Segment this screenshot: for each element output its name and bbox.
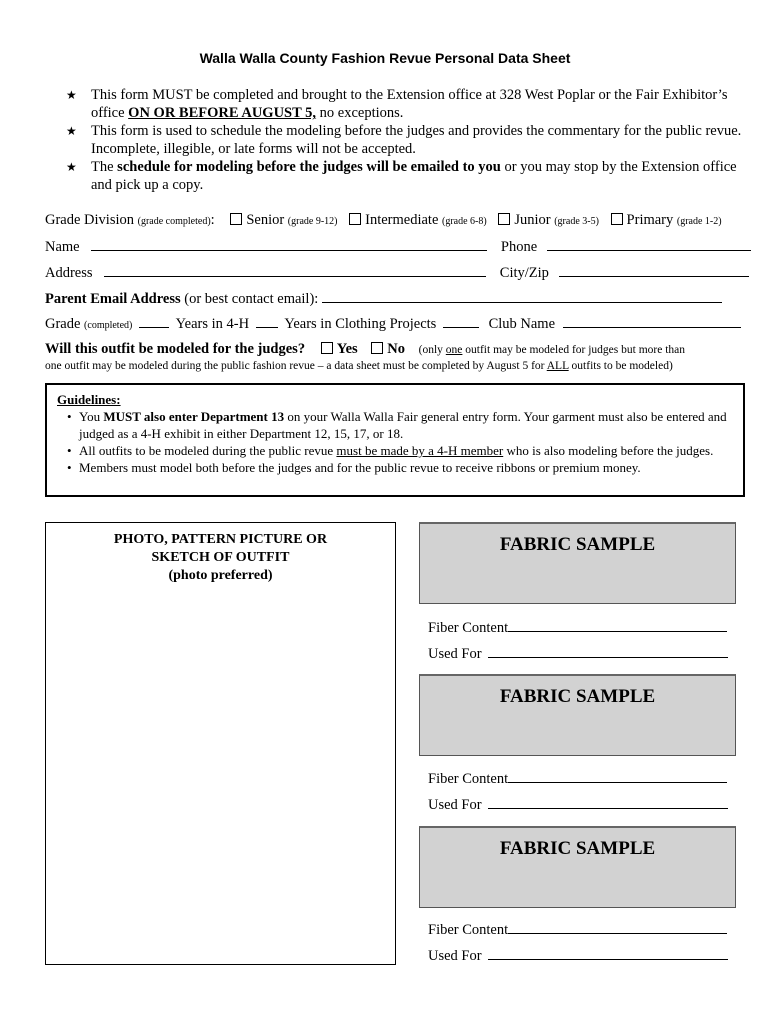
- club-name-field[interactable]: [563, 314, 741, 328]
- parent-email-field[interactable]: [322, 289, 722, 303]
- grade-row: Grade (completed) Years in 4-H Years in Clothing Projects Club Name: [45, 314, 748, 335]
- bullet-icon: •: [67, 409, 72, 424]
- guideline-item: • All outfits to be modeled during the public revue must be made by a 4-H member who is also modeling before the judges.: [67, 443, 714, 458]
- page-title: Walla Walla County Fashion Revue Personal Data Sheet: [199, 50, 571, 66]
- star-icon: ★: [66, 124, 77, 138]
- bullet-icon: •: [67, 460, 72, 475]
- primary-checkbox[interactable]: [611, 213, 623, 225]
- fabric-sample-box[interactable]: FABRIC SAMPLE: [419, 522, 736, 604]
- fiber-content-row: Fiber Content: [428, 618, 733, 637]
- modeled-yes-checkbox[interactable]: [321, 342, 333, 354]
- modeled-note: one outfit may be modeled during the public fashion revue – a data sheet must be completed by August 5 for ALL outfits to be modeled): [45, 360, 673, 372]
- phone-field[interactable]: [547, 237, 751, 251]
- years-clothing-field[interactable]: [443, 314, 479, 328]
- name-row: Name Phone: [45, 237, 748, 256]
- star-icon: ★: [66, 88, 77, 102]
- parent-email-row: Parent Email Address (or best contact email):: [45, 289, 748, 308]
- instructions-list: [66, 86, 746, 194]
- instruction-item: ★ This form MUST be completed and brought to the Extension office at 328 West Poplar or the Fair Exhibitor’s office ON OR BEFORE AUGUST 5, no exceptions.: [66, 87, 728, 121]
- senior-checkbox[interactable]: [230, 213, 242, 225]
- guidelines-box: [45, 383, 745, 497]
- used-for-field[interactable]: [488, 946, 728, 960]
- grade-division-label: Grade Division: [45, 212, 134, 228]
- fiber-content-field[interactable]: [508, 769, 727, 783]
- fiber-content-row: Fiber Content: [428, 920, 733, 939]
- fabric-sample-box[interactable]: FABRIC SAMPLE: [419, 674, 736, 756]
- used-for-field[interactable]: [488, 795, 728, 809]
- star-icon: ★: [66, 160, 77, 174]
- photo-box[interactable]: [45, 522, 396, 965]
- guideline-item: • You MUST also enter Department 13 on your Walla Walla Fair general entry form. Your garment must also be entered and judged as a 4-H exhibit in either Department 12, 15, 17, or 18.: [67, 409, 727, 441]
- fiber-content-row: Fiber Content: [428, 769, 733, 788]
- bullet-icon: •: [67, 443, 72, 458]
- guidelines-heading: Guidelines:: [57, 392, 121, 407]
- address-field[interactable]: [104, 263, 486, 277]
- used-for-row: Used For: [428, 644, 733, 663]
- fabric-sample-box[interactable]: FABRIC SAMPLE: [419, 826, 736, 908]
- fiber-content-field[interactable]: [508, 920, 727, 934]
- address-row: Address City/Zip: [45, 263, 748, 282]
- guideline-item: • Members must model both before the judges and for the public revue to receive ribbons or premium money.: [67, 460, 641, 475]
- instruction-item: ★ The schedule for modeling before the judges will be emailed to you or you may stop by the Extension office and pick up a copy.: [66, 159, 737, 193]
- years-4h-field[interactable]: [256, 314, 278, 328]
- intermediate-checkbox[interactable]: [349, 213, 361, 225]
- modeled-no-checkbox[interactable]: [371, 342, 383, 354]
- grade-division-row: Grade Division (grade completed): Senior (grade 9-12) Intermediate (grade 6-8) Junior (grade 3-5) Primary (grade 1-2): [45, 212, 722, 228]
- junior-checkbox[interactable]: [498, 213, 510, 225]
- cityzip-field[interactable]: [559, 263, 749, 277]
- modeled-row: Will this outfit be modeled for the judges? Yes No (only one outfit may be modeled for judges but more than: [45, 341, 686, 357]
- used-for-field[interactable]: [488, 644, 728, 658]
- used-for-row: Used For: [428, 946, 733, 965]
- fiber-content-field[interactable]: [508, 618, 727, 632]
- name-field[interactable]: [91, 237, 487, 251]
- grade-field[interactable]: [139, 314, 169, 328]
- instruction-item: ★ This form is used to schedule the modeling before the judges and provides the commentary for the public revue. Incomplete, illegible, or late forms will not be accepted.: [66, 123, 742, 157]
- used-for-row: Used For: [428, 795, 733, 814]
- photo-caption: PHOTO, PATTERN PICTURE OR SKETCH OF OUTFIT (photo preferred): [113, 532, 328, 583]
